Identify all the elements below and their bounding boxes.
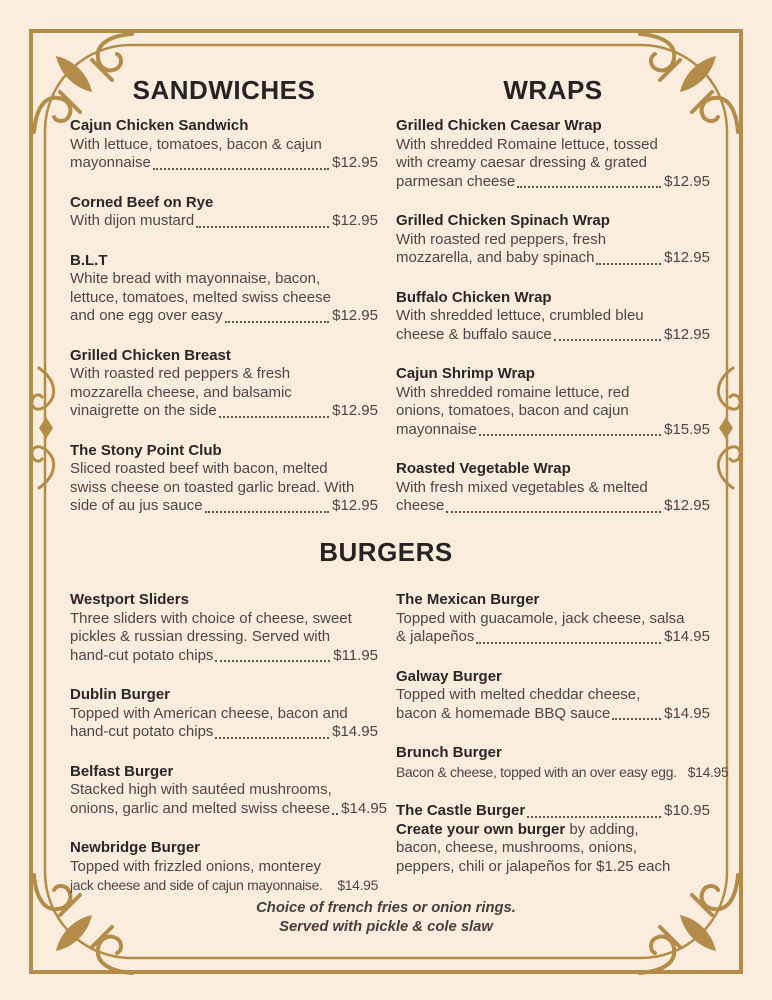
item-desc-price-line: mozzarella, and baby spinach $12.95	[396, 249, 710, 266]
wraps-section-title: WRAPS	[503, 75, 603, 105]
item-price: $12.95	[332, 307, 378, 324]
dotted-leader	[554, 339, 661, 341]
item-desc: Sliced roasted beef with bacon, melted	[70, 460, 328, 477]
menu-item-corned-beef-on-rye	[70, 194, 378, 231]
item-name: Dublin Burger	[70, 686, 170, 703]
item-desc-price-line: and one egg over easy $12.95	[70, 307, 378, 324]
item-price: $14.95	[664, 628, 710, 645]
footer-line-1: Choice of french fries or onion rings.	[256, 900, 516, 916]
menu-item-newbridge-burger	[70, 839, 378, 895]
item-name: Belfast Burger	[70, 762, 174, 780]
dotted-leader	[196, 226, 329, 228]
item-name: Cajun Shrimp Wrap	[396, 365, 535, 382]
item-price: $12.95	[332, 402, 378, 419]
menu-item-belfast-burger	[70, 762, 388, 819]
item-name: Brunch Burger	[396, 744, 502, 761]
item-desc: With shredded romaine lettuce, red	[396, 383, 630, 401]
dotted-leader	[527, 816, 661, 818]
item-desc: With shredded lettuce, crumbled bleu	[396, 307, 644, 324]
item-name: The Stony Point Club	[70, 441, 222, 459]
item-price: $12.95	[664, 172, 710, 190]
item-desc: With shredded Romaine lettuce, tossed	[396, 135, 658, 153]
item-desc-price-line: parmesan cheese $12.95	[396, 172, 710, 190]
item-desc: swiss cheese on toasted garlic bread. With	[70, 478, 355, 496]
dotted-leader	[219, 416, 329, 418]
menu-item-dublin-burger	[70, 686, 378, 742]
dotted-leader	[225, 321, 329, 323]
item-name: Corned Beef on Rye	[70, 193, 214, 211]
item-price: $12.95	[664, 497, 710, 514]
item-desc-price-line: mayonnaise $15.95	[396, 420, 710, 438]
item-desc: mozzarella cheese, and balsamic	[70, 383, 292, 401]
item-desc: bacon, cheese, mushrooms, onions,	[396, 839, 637, 856]
item-desc-price-line: side of au jus sauce $12.95	[70, 497, 378, 514]
item-price: $11.95	[333, 646, 378, 664]
item-desc: With roasted red peppers & fresh	[70, 365, 291, 382]
sandwiches-section-title: SANDWICHES	[132, 75, 316, 105]
item-name: Grilled Chicken Spinach Wrap	[396, 212, 610, 229]
item-price: $12.95	[664, 325, 710, 343]
menu-item-grilled-chicken-breast	[70, 347, 378, 421]
menu-item-stony-point-club	[70, 442, 378, 516]
item-name: Newbridge Burger	[70, 839, 201, 856]
dotted-leader	[205, 511, 330, 513]
item-name: The Castle Burger	[396, 802, 526, 819]
item-price: $12.95	[332, 497, 378, 514]
item-price: $10.95	[664, 802, 710, 819]
dotted-leader	[153, 168, 329, 170]
item-desc-price-line: vinaigrette on the side $12.95	[70, 402, 378, 419]
item-desc-price-line: hand-cut potato chips $11.95	[70, 646, 378, 664]
dotted-leader	[476, 642, 661, 644]
sandwiches-column	[70, 117, 378, 537]
menu-item-westport-sliders	[70, 591, 378, 665]
dotted-leader	[332, 813, 338, 815]
item-desc: With fresh mixed vegetables & melted	[396, 478, 648, 496]
item-price: $12.95	[332, 212, 378, 229]
item-price: $14.95	[341, 799, 388, 817]
burgers-section-title: BURGERS	[319, 537, 453, 567]
item-name-price-line	[396, 802, 710, 821]
item-price: $14.95	[664, 704, 710, 722]
dotted-leader	[446, 511, 661, 513]
item-price: $14.95	[332, 723, 378, 740]
item-price: $12.95	[332, 154, 378, 171]
item-name: Grilled Chicken Breast	[70, 346, 231, 364]
menu-item-roasted-vegetable-wrap	[396, 460, 710, 516]
menu-item-blt	[70, 252, 378, 326]
item-desc-price-line: cheese & buffalo sauce $12.95	[396, 325, 710, 343]
menu-item-buffalo-chicken-wrap	[396, 289, 710, 345]
item-name: Galway Burger	[396, 667, 502, 685]
item-desc: With lettuce, tomatoes, bacon & cajun	[70, 135, 322, 153]
item-desc: Topped with American cheese, bacon and	[70, 704, 348, 722]
menu-item-castle-burger	[396, 802, 710, 876]
item-name: The Mexican Burger	[396, 591, 540, 608]
menu-item-cajun-chicken-sandwich	[70, 117, 378, 173]
item-desc: onions, tomatoes, bacon and cajun	[396, 402, 629, 419]
dotted-leader	[612, 718, 661, 720]
footer-note	[0, 899, 772, 937]
item-price: $14.95	[337, 877, 378, 893]
item-desc-price-line: onions, garlic and melted swiss cheese $14.95	[70, 799, 388, 817]
left-side-diamond-ornament	[32, 368, 54, 488]
item-name: Roasted Vegetable Wrap	[396, 460, 571, 477]
item-desc: with creamy caesar dressing & grated	[396, 154, 647, 171]
item-name: B.L.T	[70, 251, 108, 269]
create-your-own-label: Create your own burger	[396, 820, 566, 838]
menu-item-galway-burger	[396, 668, 710, 724]
item-desc: White bread with mayonnaise, bacon,	[70, 270, 321, 287]
menu-item-grilled-chicken-caesar-wrap	[396, 117, 710, 191]
item-desc: pickles & russian dressing. Served with	[70, 628, 331, 645]
item-desc: With roasted red peppers, fresh	[396, 230, 607, 248]
item-desc: Stacked high with sautéed mushrooms,	[70, 781, 332, 798]
dotted-leader	[517, 186, 661, 188]
item-desc: Create your own burger by adding,	[396, 820, 639, 838]
item-name: Grilled Chicken Caesar Wrap	[396, 117, 602, 134]
menu-item-mexican-burger	[396, 591, 710, 647]
dotted-leader	[596, 263, 661, 265]
menu-item-cajun-shrimp-wrap	[396, 365, 710, 439]
item-price: $15.95	[664, 420, 710, 438]
item-name: Cajun Chicken Sandwich	[70, 117, 249, 134]
footer-line-2: Served with pickle & cole slaw	[279, 919, 493, 935]
item-desc: Topped with guacamole, jack cheese, salsa	[396, 609, 685, 627]
dotted-leader	[215, 660, 330, 662]
wraps-column	[396, 117, 710, 537]
item-desc: Topped with melted cheddar cheese,	[396, 686, 641, 703]
item-name: Westport Sliders	[70, 591, 189, 608]
item-desc: Three sliders with choice of cheese, sweet	[70, 609, 352, 627]
item-price: $12.95	[664, 249, 710, 266]
item-desc-price-line: mayonnaise $12.95	[70, 154, 378, 171]
item-desc-price-line: Bacon & cheese, topped with an over easy egg. $14.95	[396, 763, 729, 780]
burgers-right-column	[396, 591, 729, 897]
item-desc-price-line: bacon & homemade BBQ sauce $14.95	[396, 704, 710, 722]
item-desc-price-line: hand-cut potato chips $14.95	[70, 723, 378, 740]
menu-item-brunch-burger	[396, 744, 729, 781]
item-desc-price-line: With dijon mustard $12.95	[70, 212, 378, 229]
dotted-leader	[215, 737, 329, 739]
item-desc-price-line: jack cheese and side of cajun mayonnaise. $14.95	[70, 877, 378, 893]
item-desc-price-line: cheese $12.95	[396, 497, 710, 514]
item-desc: Topped with frizzled onions, monterey	[70, 857, 321, 875]
right-side-diamond-ornament	[718, 368, 740, 488]
menu-item-grilled-chicken-spinach-wrap	[396, 212, 710, 268]
item-desc: lettuce, tomatoes, melted swiss cheese	[70, 288, 331, 306]
item-name: Buffalo Chicken Wrap	[396, 288, 552, 306]
dotted-leader	[479, 434, 661, 436]
item-price: $14.95	[687, 763, 729, 780]
item-desc: peppers, chili or jalapeños for $1.25 each	[396, 857, 671, 875]
item-desc-price-line: & jalapeños $14.95	[396, 628, 710, 645]
